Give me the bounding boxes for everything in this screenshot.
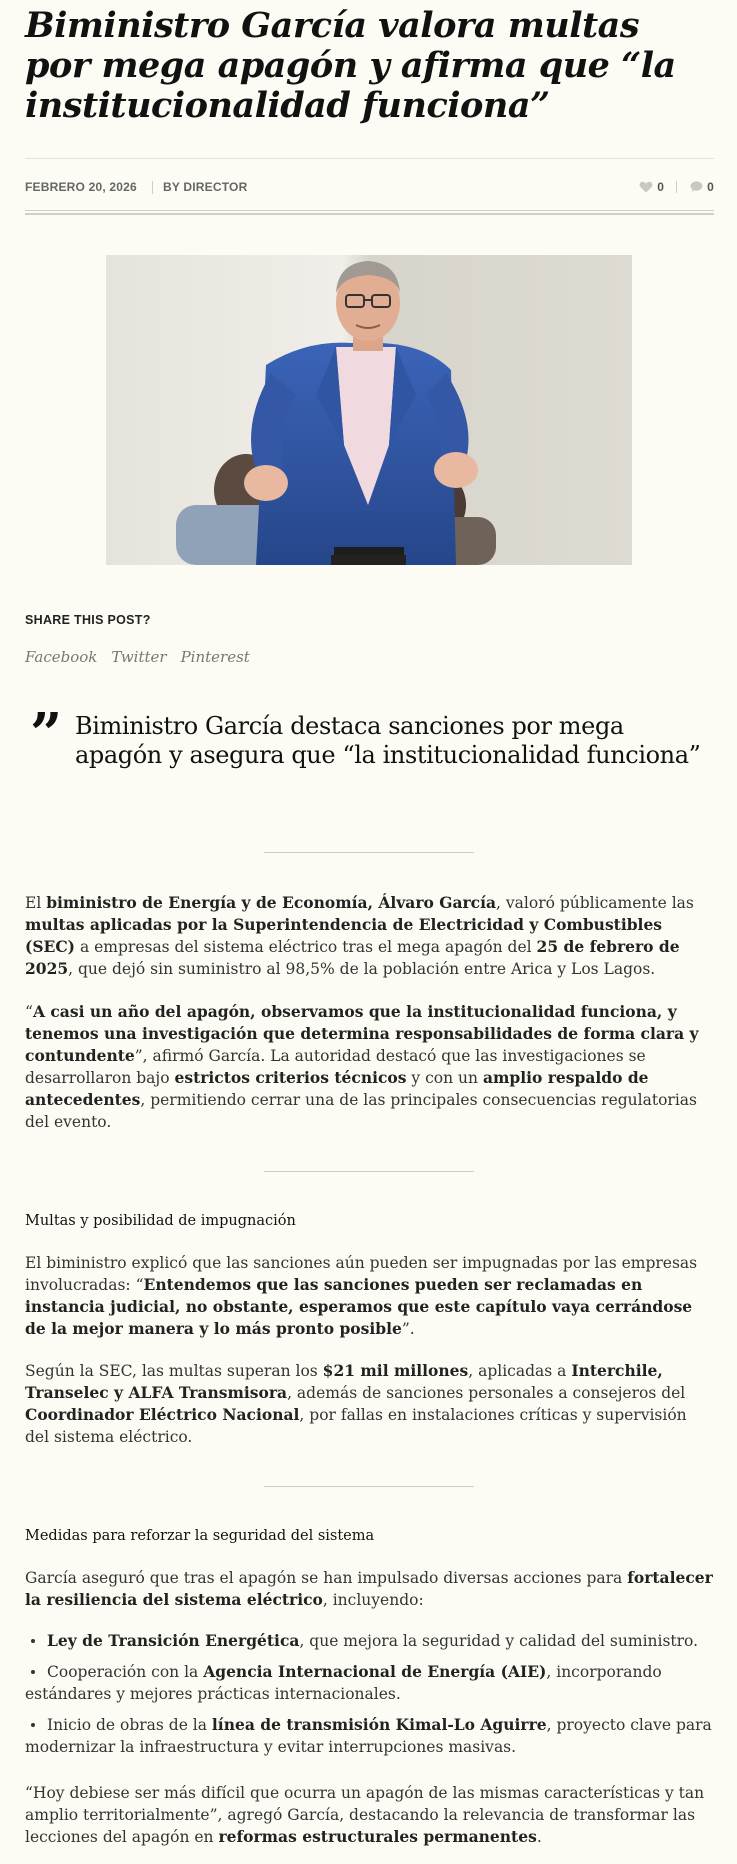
- share-label: SHARE THIS POST?: [25, 613, 151, 627]
- text: ”, afirmó García. La autoridad destacó que las investigaciones se desarrollaron bajo: [25, 1047, 646, 1087]
- paragraph-sec-fines: [25, 1360, 714, 1448]
- text: , por fallas en instalaciones críticas y supervisión del sistema eléctrico.: [25, 1406, 687, 1446]
- paragraph-intro: [25, 892, 714, 980]
- bold-text: estrictos criterios técnicos: [174, 1068, 407, 1087]
- text: Inicio de obras de la: [47, 1716, 212, 1734]
- pull-quote: Biministro García destaca sanciones por mega apagón y asegura que “la institucionalidad funciona”: [75, 712, 701, 769]
- text: , que mejora la seguridad y calidad del suministro.: [299, 1632, 699, 1650]
- paragraph-impugnation: [25, 1252, 714, 1340]
- heart-icon[interactable]: [639, 181, 653, 193]
- bold-text: Interchile, Transelec y ALFA Transmisora: [25, 1361, 663, 1402]
- paragraph-resilience: [25, 1567, 714, 1611]
- list-item: [25, 1661, 714, 1705]
- text: , además de sanciones personales a consejeros del: [287, 1384, 686, 1402]
- bold-text: multas aplicadas por la Superintendencia de Electricidad y Combustibles (SEC): [25, 915, 663, 956]
- bold-text: Coordinador Eléctrico Nacional: [25, 1405, 300, 1424]
- bold-text: fortalecer la resiliencia del sistema eléctrico: [25, 1568, 713, 1609]
- list-item: [25, 1714, 714, 1758]
- bold-text: biministro de Energía y de Economía, Álvaro García: [46, 893, 497, 912]
- share-links: [25, 648, 250, 666]
- bold-text: A casi un año del apagón, observamos que la institucionalidad funciona, y tenemos una investigación que determina responsabilidades de forma clara y contundente: [25, 1002, 699, 1065]
- section-heading-measures: Medidas para reforzar la seguridad del sistema: [25, 1528, 375, 1544]
- section-divider: [264, 1171, 474, 1172]
- text: , incluyendo:: [322, 1591, 424, 1609]
- text: , incorporando estándares y mejores prácticas internacionales.: [25, 1663, 662, 1703]
- text: El: [25, 894, 47, 912]
- text: , aplicadas a: [468, 1362, 572, 1380]
- bold-text: Entendemos que las sanciones pueden ser reclamadas en instancia judicial, no obstante, esperamos que este capítulo vaya cerrándose de la mejor manera y lo más pronto posible: [25, 1275, 693, 1338]
- section-divider: [264, 1486, 474, 1487]
- text: , permitiendo cerrar una de las principales consecuencias regulatorias del evento.: [25, 1091, 697, 1131]
- bullet: [31, 1639, 35, 1643]
- meta-double-rule: [25, 210, 714, 215]
- likes-counter[interactable]: [639, 180, 664, 194]
- post-stats: [639, 180, 714, 194]
- likes-count: 0: [657, 180, 665, 194]
- text: a empresas del sistema eléctrico tras el mega apagón del: [75, 938, 537, 956]
- meta-divider: [152, 181, 153, 194]
- comments-count: 0: [707, 180, 714, 194]
- stats-divider: [676, 181, 677, 193]
- text: Cooperación con la: [47, 1663, 204, 1681]
- post-author[interactable]: BY DIRECTOR: [163, 180, 248, 194]
- share-facebook-link[interactable]: Facebook: [25, 648, 98, 666]
- bullet: [31, 1670, 35, 1674]
- bold-text: amplio respaldo de antecedentes: [25, 1068, 649, 1109]
- text: , valoró públicamente las: [496, 894, 694, 912]
- bullet: [31, 1723, 35, 1727]
- text: García aseguró que tras el apagón se han impulsado diversas acciones para: [25, 1569, 628, 1587]
- paragraph-closing: [25, 1782, 714, 1848]
- article-title: Biministro García valora multas por mega apagón y afirma que “la institucionalidad funciona”: [25, 5, 676, 126]
- speaker-photo: [106, 255, 632, 565]
- list-item: [25, 1630, 714, 1652]
- section-heading-fines: Multas y posibilidad de impugnación: [25, 1213, 296, 1229]
- text: Según la SEC, las multas superan los: [25, 1362, 323, 1380]
- title-rule: [25, 158, 714, 159]
- text: , proyecto clave para modernizar la infraestructura y evitar interrupciones masivas.: [25, 1716, 712, 1756]
- quote-icon: ”: [30, 701, 63, 767]
- bold-text: $21 mil millones: [322, 1361, 469, 1380]
- share-pinterest-link[interactable]: Pinterest: [180, 648, 250, 666]
- text: y con un: [406, 1069, 483, 1087]
- measures-list: [25, 1630, 714, 1767]
- bold-text: Ley de Transición Energética: [47, 1631, 300, 1650]
- post-meta: [25, 180, 714, 196]
- share-twitter-link[interactable]: Twitter: [111, 648, 167, 666]
- text: , que dejó sin suministro al 98,5% de la población entre Arica y Los Lagos.: [68, 960, 656, 978]
- section-divider: [264, 852, 474, 853]
- bold-text: Agencia Internacional de Energía (AIE): [203, 1662, 547, 1681]
- text: El biministro explicó que las sanciones aún pueden ser impugnadas por las empresas involucradas: “: [25, 1254, 698, 1294]
- comment-icon[interactable]: [689, 181, 703, 193]
- text: “: [25, 1003, 33, 1021]
- featured-image: [106, 255, 632, 565]
- bold-text: línea de transmisión Kimal-Lo Aguirre: [211, 1715, 547, 1734]
- paragraph-quote: [25, 1001, 714, 1133]
- text: ”.: [401, 1320, 415, 1338]
- text: .: [536, 1828, 542, 1846]
- bold-text: reformas estructurales permanentes: [218, 1827, 537, 1846]
- bold-text: 25 de febrero de 2025: [25, 937, 680, 978]
- post-date: FEBRERO 20, 2026: [25, 180, 137, 194]
- comments-counter[interactable]: [689, 180, 714, 194]
- text: “Hoy debiese ser más difícil que ocurra un apagón de las mismas características y tan amplio territorialmente”, agregó García, destacando la relevancia de transformar las lecciones del apagón en: [25, 1784, 705, 1846]
